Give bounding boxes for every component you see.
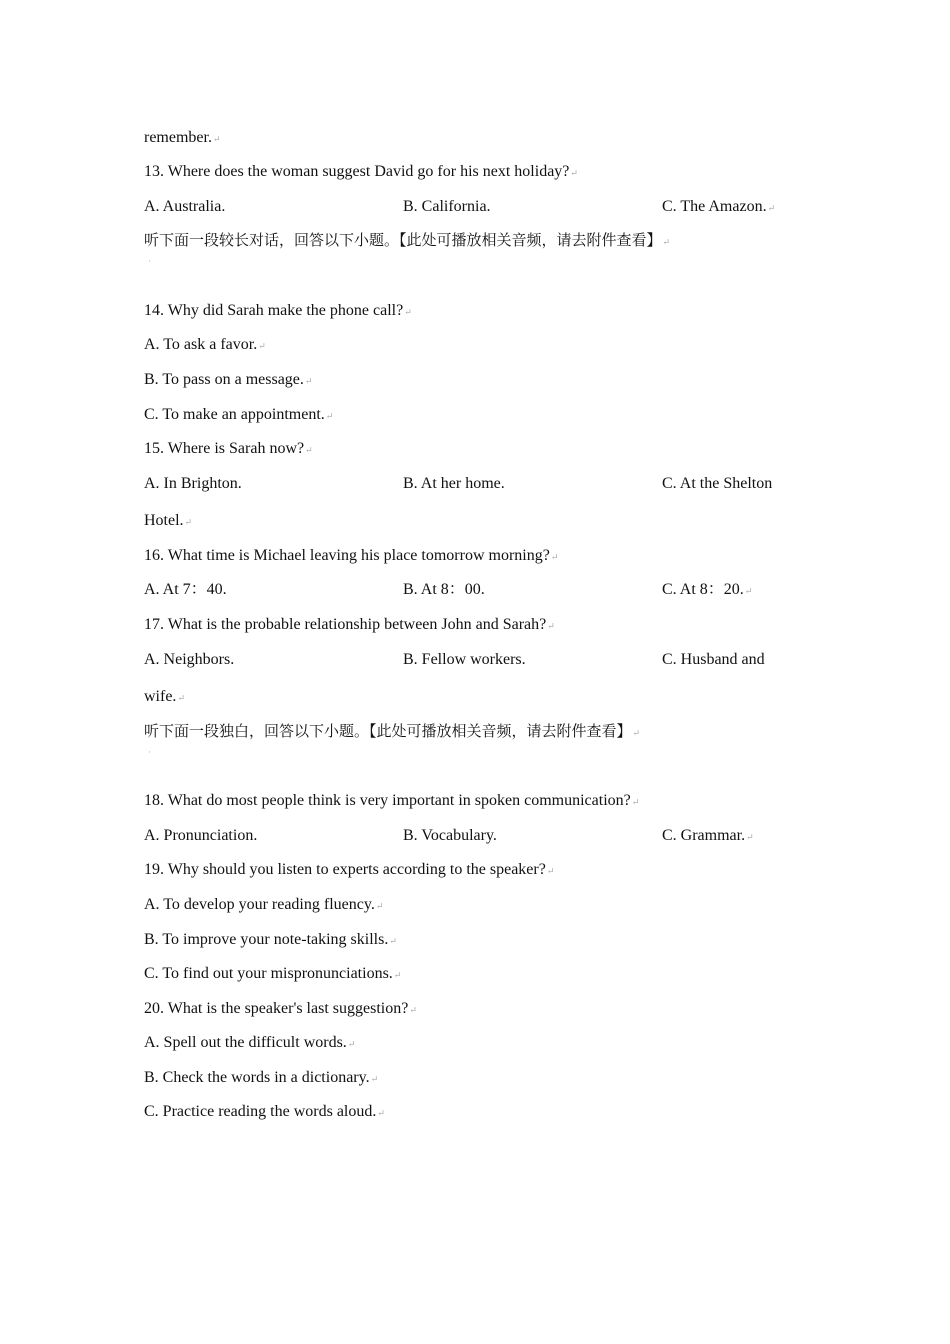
question-15: 15. Where is Sarah now?↵ — [144, 440, 313, 457]
section-instruction: 听下面一段较长对话，回答以下小题。【此处可播放相关音频，请去附件查看】↵ — [144, 231, 671, 249]
q15-option-b: B. At her home. — [403, 475, 505, 492]
paragraph-mark: · — [148, 747, 151, 757]
q19-option-c: C. To find out your mispronunciations.↵ — [144, 965, 402, 982]
q14-option-a: A. To ask a favor.↵ — [144, 336, 266, 353]
q17-option-c: C. Husband and — [662, 651, 765, 668]
question-18: 18. What do most people think is very important in spoken communication?↵ — [144, 792, 640, 809]
question-17: 17. What is the probable relationship between John and Sarah?↵ — [144, 616, 555, 633]
q17-option-a: A. Neighbors. — [144, 651, 235, 668]
question-16: 16. What time is Michael leaving his place tomorrow morning?↵ — [144, 547, 559, 564]
q20-option-c: C. Practice reading the words aloud.↵ — [144, 1103, 385, 1120]
q14-option-b: B. To pass on a message.↵ — [144, 371, 313, 388]
q13-option-b: B. California. — [403, 198, 491, 215]
q16-option-b: B. At 8：00. — [403, 581, 485, 598]
q15-option-a: A. In Brighton. — [144, 475, 242, 492]
q17-option-c-wrap: wife.↵ — [144, 688, 185, 705]
q16-option-c: C. At 8：20.↵ — [662, 581, 753, 598]
q13-option-c: C. The Amazon.↵ — [662, 198, 776, 215]
section-instruction: 听下面一段独白，回答以下小题。【此处可播放相关音频，请去附件查看】↵ — [144, 722, 641, 740]
question-14: 14. Why did Sarah make the phone call?↵ — [144, 302, 412, 319]
question-13: 13. Where does the woman suggest David go for his next holiday?↵ — [144, 163, 578, 180]
q14-option-c: C. To make an appointment.↵ — [144, 406, 334, 423]
question-20: 20. What is the speaker's last suggestion?↵ — [144, 1000, 417, 1017]
q18-option-a: A. Pronunciation. — [144, 827, 258, 844]
q18-option-c: C. Grammar.↵ — [662, 827, 754, 844]
q20-option-b: B. Check the words in a dictionary.↵ — [144, 1069, 379, 1086]
q15-option-c-wrap: Hotel.↵ — [144, 512, 193, 529]
q18-option-b: B. Vocabulary. — [403, 827, 497, 844]
question-19: 19. Why should you listen to experts according to the speaker?↵ — [144, 861, 555, 878]
q15-option-c: C. At the Shelton — [662, 475, 773, 492]
q16-option-a: A. At 7：40. — [144, 581, 227, 598]
q19-option-a: A. To develop your reading fluency.↵ — [144, 896, 384, 913]
q19-option-b: B. To improve your note-taking skills.↵ — [144, 931, 397, 948]
text-line: remember.↵ — [144, 129, 221, 146]
paragraph-mark: · — [148, 256, 151, 266]
q17-option-b: B. Fellow workers. — [403, 651, 526, 668]
q20-option-a: A. Spell out the difficult words.↵ — [144, 1034, 356, 1051]
q13-option-a: A. Australia. — [144, 198, 226, 215]
